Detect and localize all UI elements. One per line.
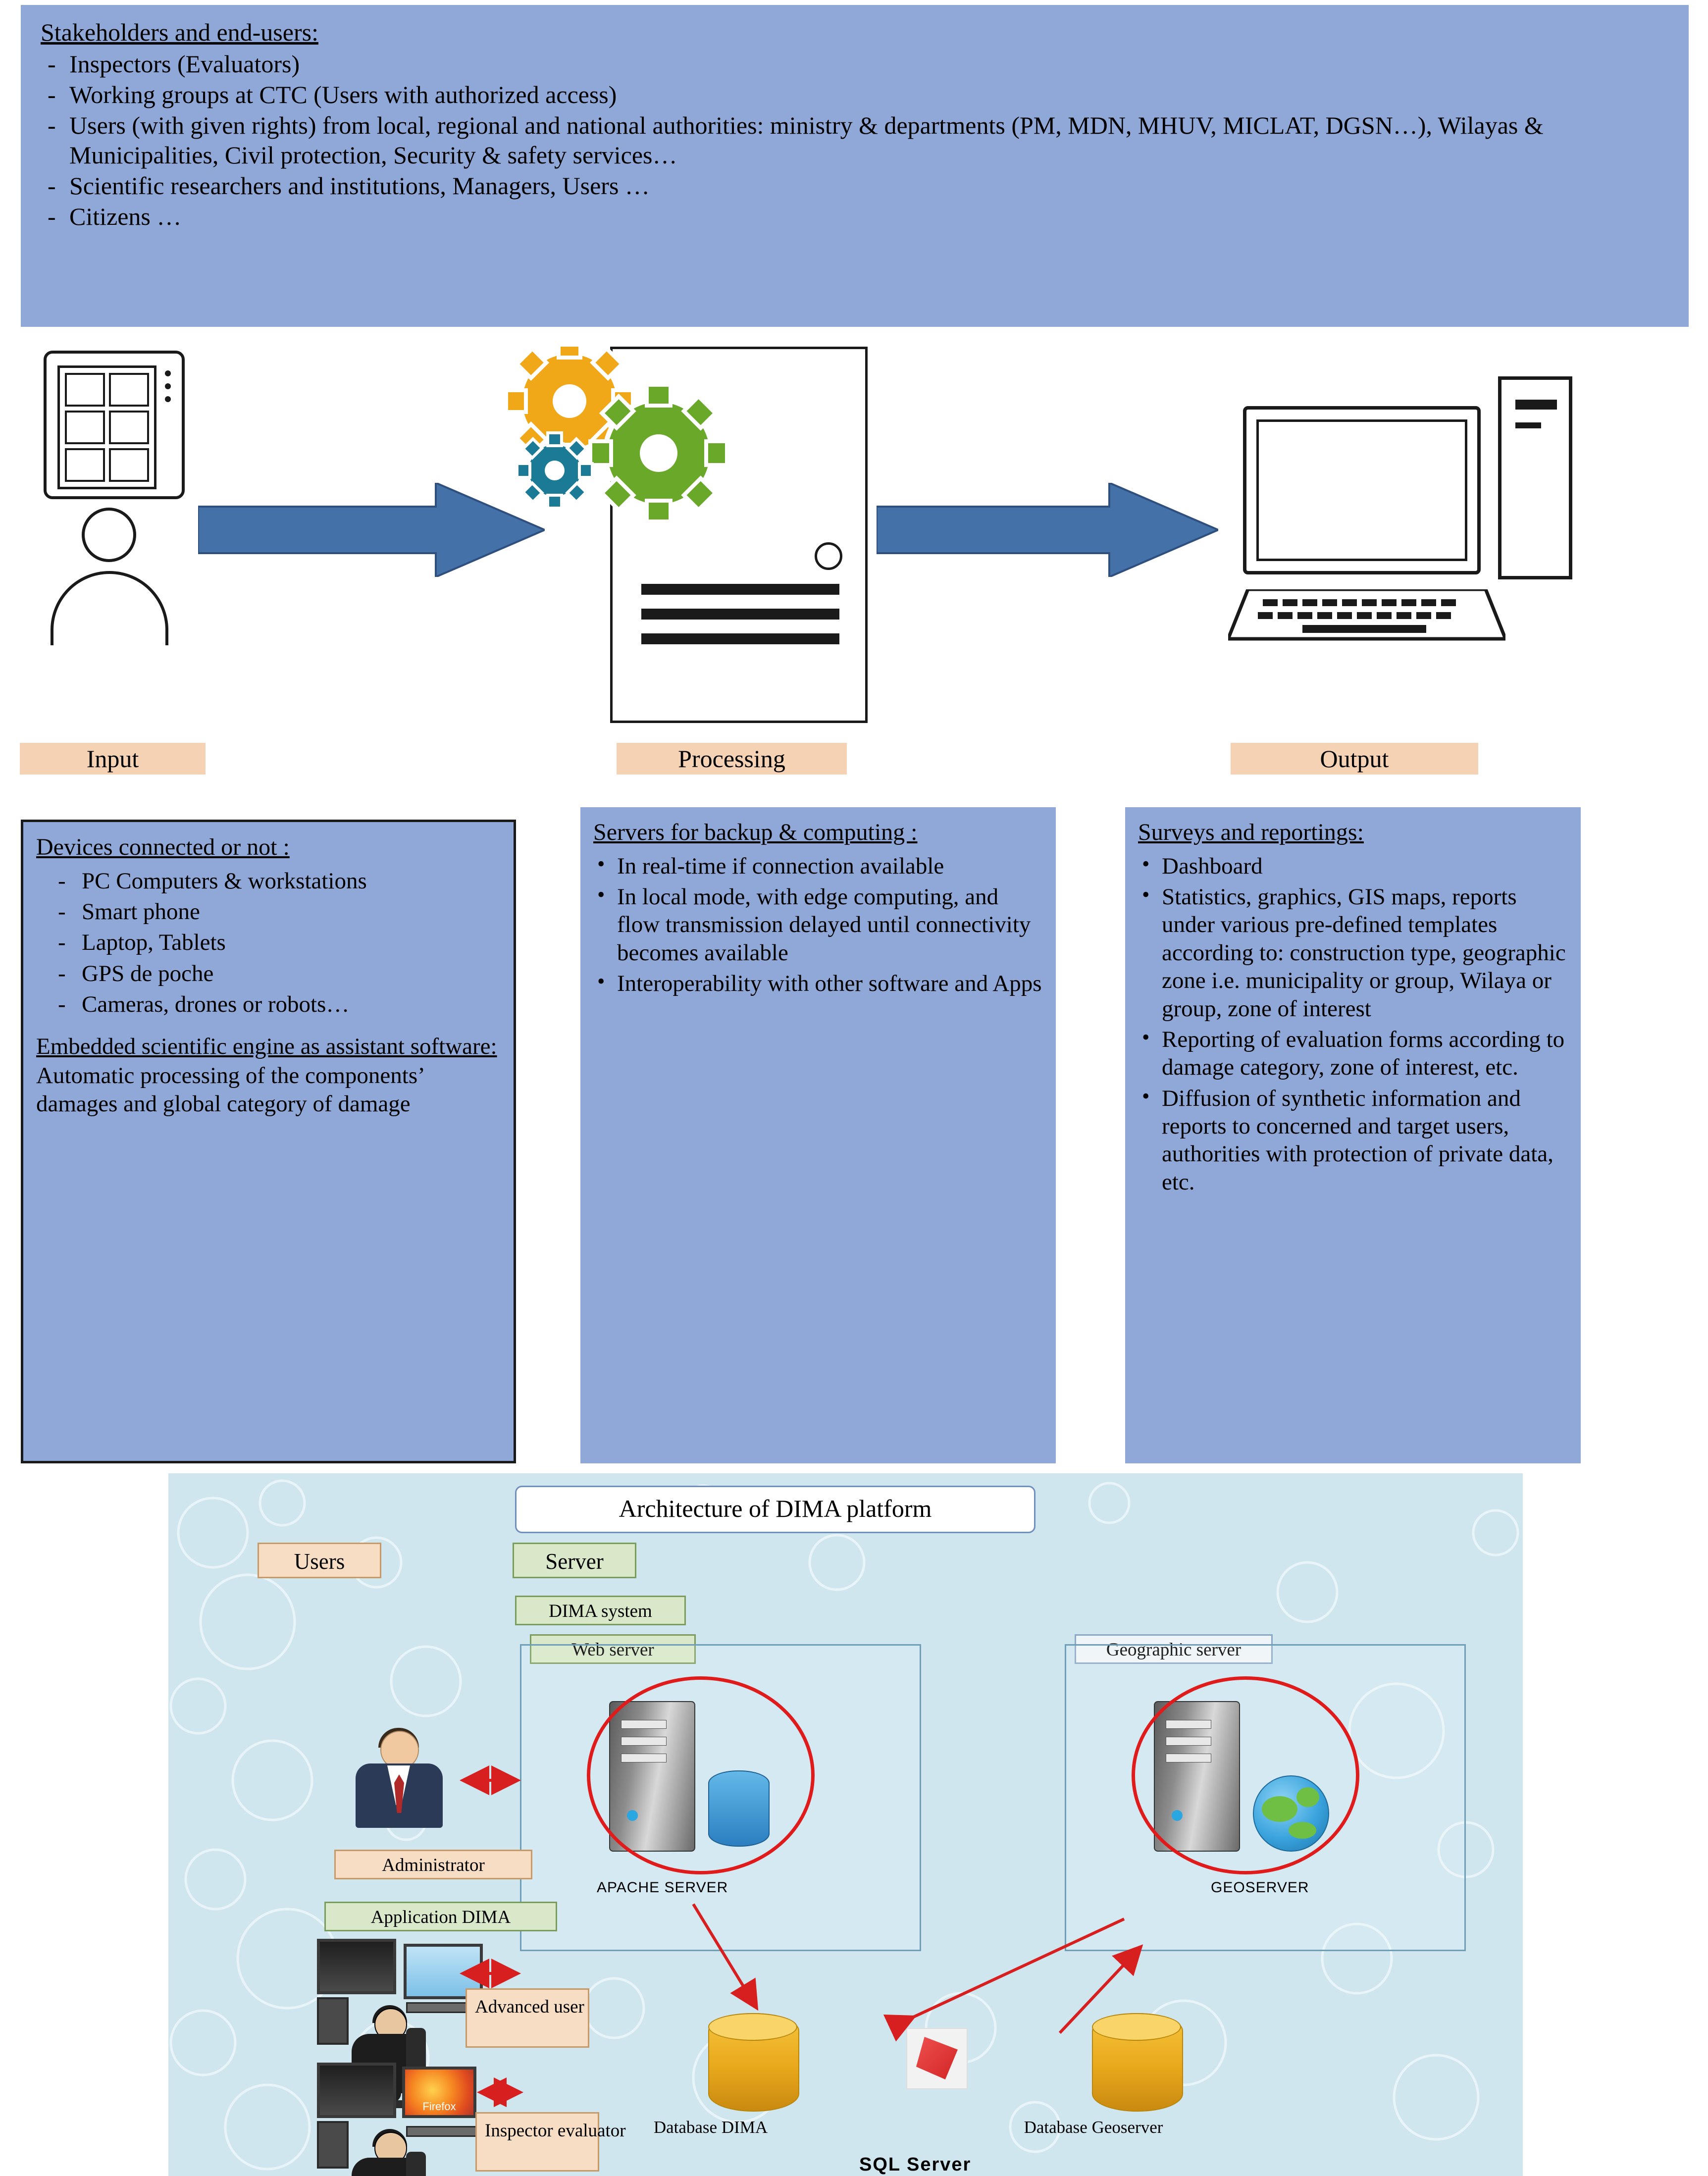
- arrow-processing-to-output-icon: [877, 483, 1218, 577]
- list-item: - Cameras, drones or robots…: [58, 991, 350, 1018]
- dima-system-label: DIMA system: [515, 1596, 686, 1625]
- database-dima-icon: [708, 2013, 799, 2112]
- list-item: - GPS de poche: [58, 960, 214, 986]
- device-text: Smart phone: [82, 898, 200, 925]
- gears-icon: [495, 347, 753, 545]
- server-label: Server: [513, 1543, 636, 1578]
- users-label: Users: [258, 1543, 381, 1578]
- list-item: • Reporting of evaluation forms according to damage category, zone of interest, etc.: [1142, 1025, 1565, 1081]
- stakeholder-text: Inspectors (Evaluators): [69, 50, 300, 78]
- stakeholder-text: Scientific researchers and institutions, Managers, Users …: [69, 172, 650, 200]
- administrator-avatar: [352, 1731, 451, 1835]
- dash-marker: -: [48, 81, 56, 108]
- geoserver-caption: GEOSERVER: [1211, 1879, 1309, 1896]
- advanced-user-label-text: Advanced user: [475, 1997, 584, 2017]
- apache-highlight-ellipse: [587, 1676, 815, 1874]
- process-flow-row: [0, 337, 1708, 748]
- list-item: • In real-time if connection available: [597, 851, 944, 879]
- device-text: Cameras, drones or robots…: [82, 991, 350, 1018]
- monitor-icon: [1243, 406, 1481, 574]
- web-server-label: Web server: [530, 1634, 696, 1664]
- dash-marker: -: [48, 111, 56, 139]
- dash-marker: -: [48, 50, 56, 78]
- user-person-icon: [30, 508, 188, 639]
- output-panel: [1125, 807, 1581, 1463]
- processing-panel: [580, 807, 1056, 1463]
- stage-label-processing: Processing: [617, 743, 847, 775]
- stakeholders-title: Stakeholders and end-users:: [41, 18, 318, 46]
- document-lines-icon: [641, 584, 839, 658]
- output-computer-icon: [1228, 371, 1595, 693]
- tile: [109, 411, 149, 444]
- input-panel-body: Automatic processing of the components’ damages and global category of damage: [36, 1062, 424, 1117]
- inspector-avatar: [332, 2132, 456, 2176]
- list-item: [41, 171, 1669, 201]
- processing-text: In real-time if connection available: [617, 853, 944, 879]
- list-item: [41, 202, 1669, 231]
- list-item: - Smart phone: [58, 898, 200, 925]
- advanced-user-label: [466, 1988, 589, 2048]
- list-item: • Diffusion of synthetic information and reports to concerned and target users, authorities with protection of private data, etc.: [1142, 1084, 1553, 1195]
- output-text: Reporting of evaluation forms according to damage category, zone of interest, etc.: [1162, 1026, 1565, 1081]
- administrator-label: Administrator: [334, 1850, 532, 1879]
- person-body-icon: [51, 571, 168, 645]
- output-text: Diffusion of synthetic information and reports to concerned and target users, authorities with protection of private data, etc.: [1162, 1085, 1553, 1195]
- device-text: GPS de poche: [82, 960, 214, 986]
- input-panel-subheading: Embedded scientific engine as assistant software:: [36, 1033, 497, 1059]
- tile: [109, 448, 149, 482]
- stakeholder-text: Working groups at CTC (Users with authorized access): [69, 81, 617, 108]
- apache-server-caption: APACHE SERVER: [597, 1879, 728, 1896]
- list-item: • Dashboard: [1142, 851, 1263, 879]
- output-text: Statistics, graphics, GIS maps, reports under various pre-defined templates according to: construction type, geographic zone i.e. municipality or group, Wilaya or group, zone of interest: [1162, 883, 1566, 1022]
- sql-server-icon: [906, 2028, 968, 2089]
- tile: [65, 448, 105, 482]
- stage-label-output: Output: [1231, 743, 1478, 775]
- stakeholders-banner: [21, 5, 1689, 327]
- firefox-icon[interactable]: [402, 2067, 476, 2118]
- database-geoserver-icon: [1092, 2013, 1183, 2112]
- input-panel-heading: Devices connected or not :: [36, 834, 290, 860]
- tablet-icon: [44, 351, 185, 499]
- architecture-panel: [168, 1473, 1523, 2176]
- list-item: • Statistics, graphics, GIS maps, reports under various pre-defined templates according to: construction type, geographic zone i.e. municipality or group, Wilaya or group, zone of interest: [1142, 882, 1566, 1022]
- output-text: Dashboard: [1162, 853, 1263, 879]
- database-geoserver-caption: Database Geoserver: [1024, 2118, 1163, 2137]
- sql-server-caption: SQL Server: [859, 2154, 972, 2175]
- output-panel-heading: Surveys and reportings:: [1138, 819, 1364, 845]
- device-text: PC Computers & workstations: [82, 868, 367, 894]
- list-item: [41, 110, 1669, 170]
- tablet-buttons: [165, 370, 171, 409]
- list-item: • In local mode, with edge computing, and flow transmission delayed until connectivity becomes available: [597, 882, 1031, 966]
- stage-label-input: Input: [20, 743, 206, 775]
- dash-marker: -: [48, 203, 56, 230]
- processing-text: In local mode, with edge computing, and flow transmission delayed until connectivity becomes available: [617, 883, 1031, 966]
- firefox-label: Firefox: [422, 2100, 456, 2113]
- list-item: - PC Computers & workstations: [58, 868, 367, 894]
- output-list: [1138, 852, 1568, 1196]
- device-text: Laptop, Tablets: [82, 930, 226, 956]
- input-panel: [21, 820, 516, 1463]
- tile: [65, 411, 105, 444]
- tile: [109, 373, 149, 407]
- stakeholder-text: Citizens …: [69, 203, 182, 230]
- arrow-input-to-processing-icon: [198, 483, 545, 577]
- processing-list: [593, 852, 1043, 998]
- dash-marker: -: [48, 172, 56, 200]
- keyboard-icon: [1228, 589, 1505, 644]
- list-item: [41, 49, 1669, 79]
- tablet-screen: [57, 365, 156, 489]
- processing-text: Interoperability with other software and Apps: [617, 971, 1042, 997]
- stakeholders-list: [41, 49, 1669, 231]
- application-dima-label: Application DIMA: [324, 1902, 557, 1931]
- architecture-title: Architecture of DIMA platform: [515, 1486, 1035, 1533]
- geographic-server-label: Geographic server: [1075, 1634, 1273, 1664]
- list-item: [41, 80, 1669, 109]
- geoserver-highlight-ellipse: [1132, 1676, 1359, 1874]
- advanced-user-workstation-icon: [317, 1939, 485, 2013]
- person-head-icon: [82, 508, 136, 562]
- inspector-evaluator-label: [475, 2112, 626, 2172]
- list-item: • Interoperability with other software and Apps: [597, 969, 1042, 997]
- tile: [65, 373, 105, 407]
- processing-panel-heading: Servers for backup & computing :: [593, 819, 918, 845]
- stakeholder-text: Users (with given rights) from local, regional and national authorities: ministry & departments (PM, MDN, MHUV, MICLAT, DGSN…), Wilayas & Municipalities, Civil protection, Security & safety services…: [69, 111, 1544, 169]
- document-circle-icon: [815, 542, 842, 570]
- computer-tower-icon: [1498, 376, 1572, 579]
- list-item: - Laptop, Tablets: [58, 930, 226, 956]
- inspector-label-text: Inspector evaluator: [485, 2121, 626, 2141]
- input-device-list: [36, 867, 501, 1019]
- database-dima-caption: Database DIMA: [653, 2118, 768, 2137]
